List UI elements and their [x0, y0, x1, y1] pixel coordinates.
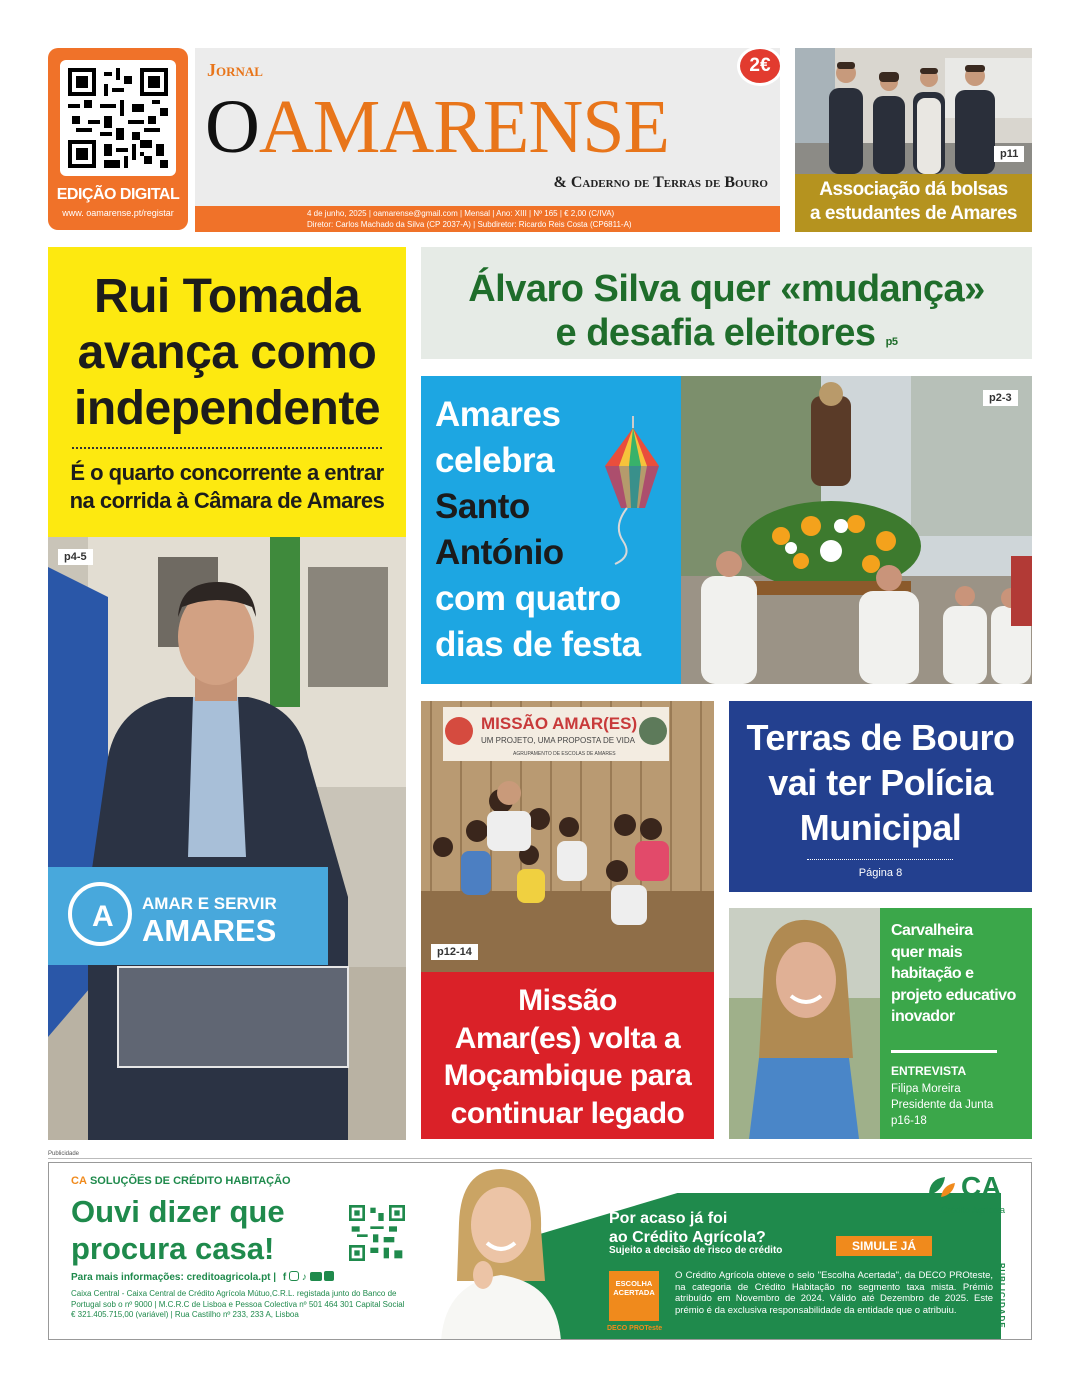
instagram-icon[interactable] — [289, 1271, 299, 1281]
alvaro-headline-box[interactable] — [421, 247, 1032, 359]
qr-url[interactable]: www. oamarense.pt/registar — [62, 208, 174, 218]
linkedin-icon[interactable] — [324, 1271, 334, 1281]
ad-brand: CA — [961, 1171, 1002, 1202]
carv-role: Presidente da Junta — [891, 1099, 994, 1111]
lead-headline-line1: Rui Tomada — [93, 270, 361, 323]
svg-text:A: A — [92, 900, 114, 933]
carv-interviewee — [891, 1081, 993, 1129]
banner-line1: AMAR E SERVIR — [142, 894, 277, 913]
lead-headline-line3: independente — [73, 382, 381, 435]
lead-sub-line2: na corrida à Câmara de Amares — [69, 488, 385, 513]
ad-body: O Crédito Agrícola obteve o selo "Escolha Acertada", da DECO PROteste, na categoria de Crédito Habitação no segmento taxa mista. Prémio atribuído em Novembro de 2024. Válido até Dezembro de 2025. Este prémio é da exclusiva responsabilidade da entidade que o atribuiu. — [675, 1270, 993, 1316]
terras-bouro-box[interactable] — [729, 701, 1032, 892]
teaser-associacao[interactable] — [795, 48, 1032, 232]
asso-page-badge: p11 — [994, 146, 1024, 162]
alvaro-headline — [421, 267, 1032, 364]
alvaro-line1: Álvaro Silva quer «mudança» — [468, 268, 985, 310]
santo-line6: dias de festa — [435, 625, 641, 664]
santo-antonio-photo[interactable] — [681, 376, 1032, 684]
issue-info-bar — [195, 206, 780, 232]
simule-ja-button[interactable]: SIMULE JÁ — [836, 1236, 932, 1256]
terras-line3: Municipal — [799, 807, 962, 848]
carv-line3: habitação e — [891, 965, 974, 982]
asso-headline-line2: a estudantes de Amares — [810, 203, 1017, 224]
escolha-acertada-seal — [609, 1271, 659, 1321]
asso-headline-line1: Associação dá bolsas — [819, 179, 1008, 200]
santo-line5: com quatro — [435, 579, 621, 618]
terras-line2: vai ter Polícia — [768, 762, 993, 803]
ad-question-line1: Por acaso já foi — [609, 1210, 728, 1227]
seal-brand: DECO PROTeste — [607, 1325, 663, 1332]
lantern-icon — [593, 416, 663, 566]
carv-line4: projeto educativo — [891, 986, 1016, 1004]
ad-headline-line1: Ouvi dizer que — [71, 1194, 285, 1229]
banner-line2: AMARES — [142, 913, 277, 948]
qr-code-icon — [68, 68, 168, 168]
ad-kicker — [71, 1175, 291, 1187]
santo-line4: António — [435, 533, 564, 572]
missao-headline-box[interactable] — [421, 972, 714, 1139]
lead-headline-box[interactable] — [48, 247, 406, 537]
tiktok-icon[interactable]: ♪ — [301, 1272, 307, 1283]
seal-line2: ACERTADA — [613, 1288, 655, 1297]
carv-label: ENTREVISTA — [891, 1064, 967, 1078]
lead-sub-line1: É o quarto concorrente a entrar — [70, 460, 384, 485]
seal-line1: ESCOLHA — [615, 1279, 653, 1288]
lead-photo[interactable] — [48, 537, 406, 1140]
issue-info-line1: 4 de junho, 2025 | oamarense@gmail.com | Mensal | Ano: XIII | Nº 165 | € 2,00 (C/IVA) — [307, 209, 615, 218]
credito-agricola-ad[interactable] — [48, 1162, 1032, 1340]
masthead-title — [205, 82, 669, 172]
masthead-kicker: Jornal — [207, 60, 263, 80]
missao-banner-title: MISSÃO AMAR(ES) — [481, 714, 638, 733]
missao-line2: Amar(es) volta a — [454, 1021, 681, 1055]
masthead-title-o: O — [205, 85, 259, 169]
missao-photo[interactable] — [421, 701, 714, 972]
ad-legal: Caixa Central - Caixa Central de Crédito Agrícola Mútuo,C.R.L. registada junto do Banco de Portugal sob o nº 9000 | M.C.R.C de Lisboa e Pessoa Colectiva nº 501 464 301 Capital Social € 321.405.715,00 (variável) | Rua Castilho nº 233, 233 A, Lisboa — [71, 1289, 405, 1319]
missao-line1: Missão — [518, 984, 617, 1017]
ad-model-photo — [421, 1163, 571, 1340]
santo-antonio-box[interactable] — [421, 376, 681, 684]
carv-name: Filipa Moreira — [891, 1083, 961, 1095]
missao-line4: continuar legado — [450, 1096, 685, 1130]
santo-line1: Amares — [435, 395, 561, 434]
terras-headline — [729, 715, 1032, 850]
missao-headline — [421, 982, 714, 1132]
lead-headline — [48, 269, 406, 437]
price-badge: 2€ — [737, 46, 783, 86]
santo-page-badge: p2-3 — [983, 390, 1018, 406]
ad-separator — [48, 1158, 1032, 1159]
terras-line1: Terras de Bouro — [746, 717, 1015, 758]
qr-code-box[interactable] — [48, 48, 188, 230]
carv-line5: inovador — [891, 1008, 955, 1025]
ad-subject: Sujeito a decisão de risco de crédito — [609, 1245, 783, 1256]
ad-info-text: Para mais informações: creditoagricola.pt | — [71, 1272, 277, 1283]
lead-divider — [72, 447, 382, 449]
alvaro-line2: e desafia eleitores — [555, 312, 876, 354]
santo-line3: Santo — [435, 487, 530, 526]
terras-page: Página 8 — [858, 867, 903, 879]
carv-line2: quer mais — [891, 943, 963, 961]
ad-qr-code-icon[interactable] — [349, 1205, 405, 1261]
ad-question — [609, 1209, 766, 1247]
masthead — [195, 48, 780, 206]
carvalheira-photo[interactable] — [729, 908, 880, 1139]
issue-info-line2: Diretor: Carlos Machado da Silva (CP 2037-A) | Subdiretor: Ricardo Reis Costa (CP6811-A) — [307, 220, 632, 229]
missao-line3: Moçambique para — [443, 1059, 692, 1092]
qr-code[interactable] — [60, 60, 176, 176]
ad-kicker-ca: CA — [71, 1175, 87, 1187]
asso-headline — [795, 178, 1032, 226]
qr-caption: EDIÇÃO DIGITAL — [56, 186, 180, 203]
carv-divider — [891, 1050, 997, 1053]
ca-leaf-logo-icon — [927, 1175, 957, 1199]
ad-vertical-label: PUBLICIDADE — [997, 1263, 1006, 1329]
ad-headline — [71, 1193, 285, 1267]
missao-banner-sub: UM PROJETO, UMA PROPOSTA DE VIDA — [481, 736, 635, 745]
ad-info — [71, 1271, 334, 1283]
lead-page-badge: p4-5 — [58, 549, 93, 565]
santo-line2: celebra — [435, 441, 555, 480]
ad-headline-line2: procura casa! — [71, 1231, 275, 1266]
ad-label: Publicidade — [48, 1151, 80, 1157]
facebook-icon[interactable]: f — [282, 1272, 287, 1283]
ad-brand-sub: Crédito Agrícola — [941, 1205, 1006, 1215]
carvalheira-box[interactable] — [880, 908, 1032, 1139]
lead-subheadline — [48, 459, 406, 515]
alvaro-page: p5 — [885, 336, 898, 348]
carv-line1: Carvalheira — [891, 922, 973, 939]
carvalheira-headline — [891, 920, 1027, 1028]
lead-headline-line2: avança como — [77, 326, 377, 379]
missao-banner-small: AGRUPAMENTO DE ESCOLAS DE AMARES — [513, 751, 616, 757]
ad-question-line2: ao Crédito Agrícola? — [609, 1229, 766, 1246]
masthead-subtitle: & Caderno de Terras de Bouro — [553, 174, 768, 191]
terras-divider — [807, 859, 953, 860]
youtube-icon[interactable] — [310, 1272, 322, 1281]
missao-page-badge: p12-14 — [431, 944, 478, 960]
carv-page: p16-18 — [891, 1115, 927, 1127]
masthead-title-rest: AMARENSE — [258, 85, 669, 169]
ad-kicker-text: SOLUÇÕES DE CRÉDITO HABITAÇÃO — [89, 1175, 291, 1187]
